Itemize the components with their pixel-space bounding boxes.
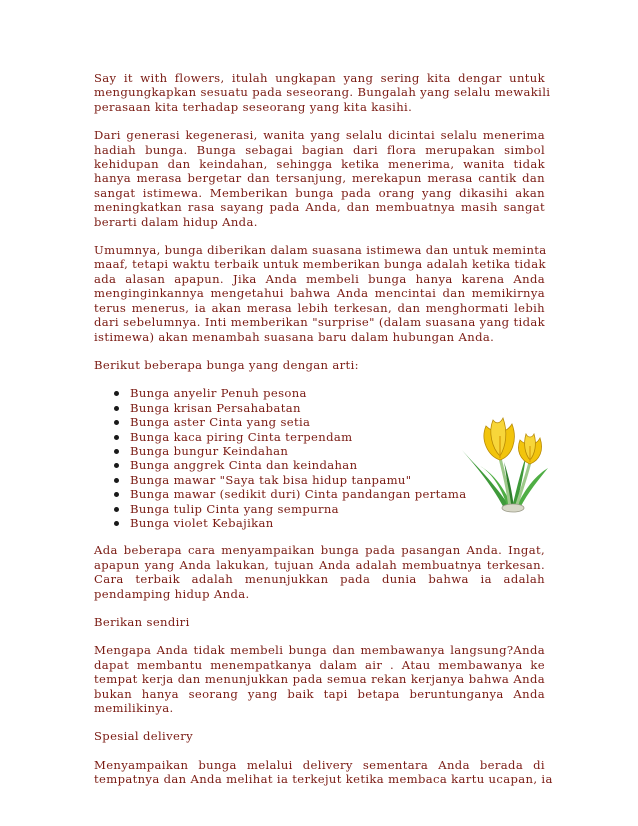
text-line: dari sebelumnya. Inti memberikan "surprise" (dalam suasana yang tidak — [94, 315, 545, 330]
text-line: Umumnya, bunga diberikan dalam suasana istimewa dan untuk meminta — [94, 243, 547, 258]
text-line: ada alasan apapun. Jika Anda membeli bunga hanya karena Anda — [94, 271, 545, 286]
text-line: menginginkannya mengetahui bahwa Anda mencintai dan memikirnya — [94, 286, 545, 301]
flower-list-item-text: Bunga aster Cinta yang setia — [130, 415, 311, 430]
bullet-icon — [114, 406, 119, 411]
paragraph-intro — [94, 71, 551, 114]
flower-list-item-text: Bunga anggrek Cinta dan keindahan — [130, 458, 358, 473]
text-line: sangat istimewa. Memberikan bunga pada orang yang dikasihi akan — [94, 185, 545, 200]
text-line: hanya merasa bergetar dan tersanjung, merekapun merasa cantik dan — [94, 171, 545, 186]
text-line: Ada beberapa cara menyampaikan bunga pada pasangan Anda. Ingat, — [94, 543, 545, 558]
text-line: meningkatkan rasa sayang pada Anda, dan membuatnya masih sangat — [94, 200, 545, 215]
paragraph-cara — [94, 543, 545, 601]
paragraph-menyampaikan — [94, 757, 553, 787]
bullet-icon — [114, 507, 119, 512]
text-line: berarti dalam hidup Anda. — [94, 214, 258, 229]
paragraph-generasi — [94, 128, 545, 229]
bullet-icon — [114, 463, 119, 468]
bullet-icon — [114, 449, 119, 454]
flower-list-section — [94, 386, 545, 530]
text-line: apapun yang Anda lakukan, tujuan Anda adalah membuatnya terkesan. — [94, 557, 545, 572]
text-line: dapat membantu menempatkanya dalam air . Atau membawanya ke — [94, 657, 545, 672]
text-line: perasaan kita terhadap seseorang yang kita kasihi. — [94, 99, 413, 114]
text-line: Menyampaikan bunga melalui delivery sementara Anda berada di — [94, 757, 545, 772]
text-line: Dari generasi kegenerasi, wanita yang selalu dicintai selalu menerima — [94, 128, 545, 143]
text-line: Mengapa Anda tidak membeli bunga dan membawanya langsung?Anda — [94, 643, 545, 658]
text-line: kehidupan dan keindahan, sehingga ketika menerima, wanita tidak — [94, 157, 545, 172]
bullet-icon — [114, 521, 119, 526]
flower-list-item — [114, 386, 545, 400]
document-page — [94, 71, 553, 801]
flower-list-item — [114, 516, 545, 530]
text-line: tempatnya dan Anda melihat ia terkejut ketika membaca kartu ucapan, ia — [94, 772, 553, 787]
text-line: bukan hanya seorang yang baik tapi betapa beruntunganya Anda — [94, 686, 545, 701]
flower-list-item-text: Bunga anyelir Penuh pesona — [130, 386, 307, 401]
flower-list-item-text: Bunga tulip Cinta yang sempurna — [130, 501, 339, 516]
text-line: terus menerus, ia akan merasa lebih terkesan, dan menghormati lebih — [94, 300, 545, 315]
text-line: Cara terbaik adalah menunjukkan pada dunia bahwa ia adalah — [94, 572, 545, 587]
bullet-icon — [114, 391, 119, 396]
crocus-flower-illustration — [460, 412, 550, 514]
heading-spesial-delivery: Spesial delivery — [94, 729, 193, 744]
flower-list-item-text: Bunga krisan Persahabatan — [130, 400, 301, 415]
text-line: maaf, tetapi waktu terbaik untuk memberikan bunga adalah ketika tidak — [94, 257, 546, 272]
text-line: istimewa) akan menambah suasana baru dalam hubungan Anda. — [94, 329, 495, 344]
heading-berikan-sendiri: Berikan sendiri — [94, 615, 190, 629]
flower-list-item-text: Bunga kaca piring Cinta terpendam — [130, 429, 353, 444]
paragraph-umumnya — [94, 243, 545, 344]
paragraph-mengapa — [94, 643, 545, 715]
text-line: hadiah bunga. Bunga sebagai bagian dari flora merupakan simbol — [94, 142, 545, 157]
text-line: memilikinya. — [94, 701, 174, 716]
flower-list-item-text: Bunga violet Kebajikan — [130, 515, 274, 530]
flower-list-item-text: Bunga mawar "Saya tak bisa hidup tanpamu" — [130, 472, 412, 487]
flower-list-item-text: Bunga mawar (sedikit duri) Cinta pandangan pertama — [130, 487, 467, 502]
bullet-icon — [114, 420, 119, 425]
bullet-icon — [114, 435, 119, 440]
list-intro: Berikut beberapa bunga yang dengan arti: — [94, 357, 359, 372]
text-line: pendamping hidup Anda. — [94, 586, 250, 601]
bullet-icon — [114, 478, 119, 483]
text-line: tempat kerja dan menunjukkan pada semua rekan kerjanya bahwa Anda — [94, 672, 545, 687]
text-line: Say it with flowers, itulah ungkapan yang sering kita dengar untuk — [94, 71, 545, 85]
flower-list-item-text: Bunga bungur Keindahan — [130, 443, 289, 458]
text-line: mengungkapkan sesuatu pada seseorang. Bungalah yang selalu mewakili — [94, 85, 551, 100]
bullet-icon — [114, 492, 119, 497]
